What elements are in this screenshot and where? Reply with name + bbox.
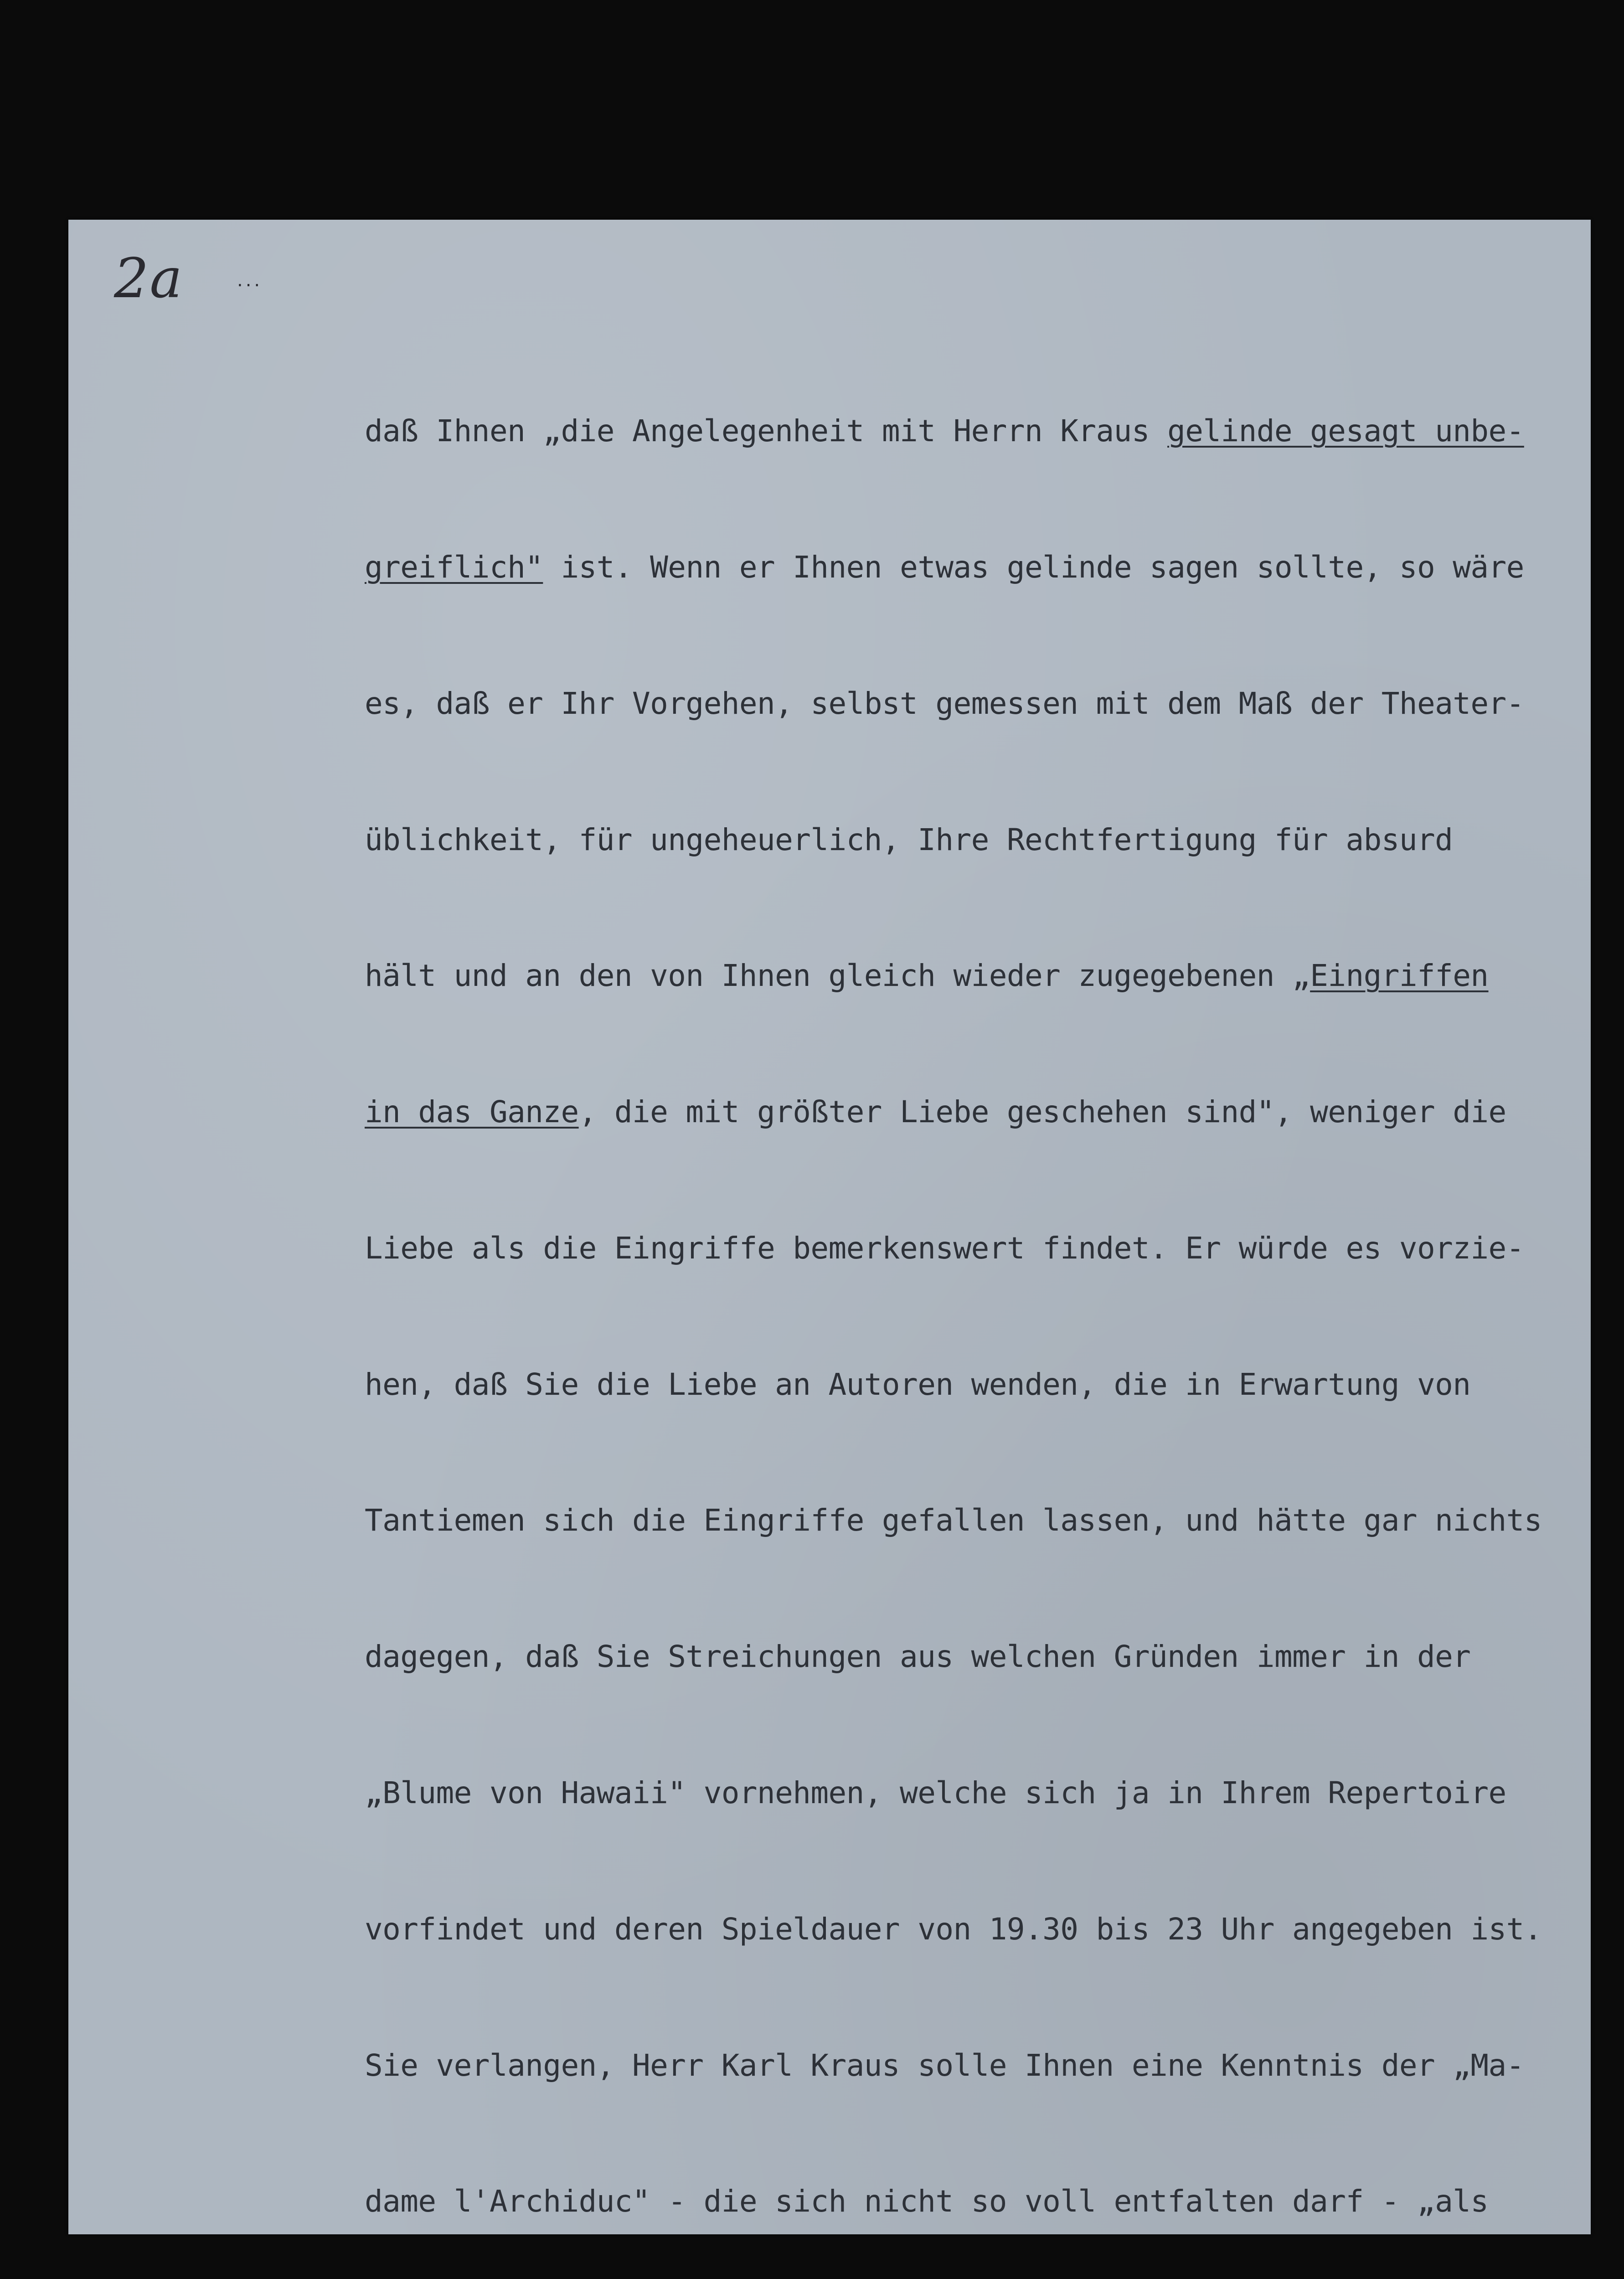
handwritten-page-mark: 2a [114, 247, 183, 310]
text-line: hen, daß Sie die Liebe an Autoren wenden, die in Erwartung von [365, 1366, 1471, 1402]
text-line: „Blume von Hawaii" vornehmen, welche sich ja in Ihrem Repertoire [365, 1775, 1506, 1810]
text-line: Tantiemen sich die Eingriffe gefallen lassen, und hätte gar nichts [365, 1503, 1542, 1538]
underlined-phrase: gelinde gesagt unbe- [1167, 413, 1524, 449]
text-line: dagegen, daß Sie Streichungen aus welchen Gründen immer in der [365, 1639, 1471, 1675]
document-page [68, 220, 1591, 2234]
typewritten-text-body [365, 318, 1595, 2279]
text-line: daß Ihnen „die Angelegenheit mit Herrn Kraus gelinde gesagt unbe- [365, 413, 1524, 449]
underlined-phrase: greiflich" [365, 549, 543, 585]
text-line: in das Ganze, die mit größter Liebe geschehen sind", weniger die [365, 1094, 1506, 1130]
text-line: dame l'Archiduc" - die sich nicht so voll entfalten darf - „als [365, 2184, 1489, 2219]
text-line: Sie verlangen, Herr Karl Kraus solle Ihnen eine Kenntnis der „Ma- [365, 2047, 1524, 2083]
text-line: es, daß er Ihr Vorgehen, selbst gemessen mit dem Maß der Theater- [365, 686, 1524, 721]
text-line: hält und an den von Ihnen gleich wieder zugegebenen „Eingriffen [365, 958, 1489, 994]
underlined-phrase: Eingriffen [1310, 958, 1489, 994]
text-line: üblichkeit, für ungeheuerlich, Ihre Rechtfertigung für absurd [365, 822, 1453, 857]
text-line: greiflich" ist. Wenn er Ihnen etwas gelinde sagen sollte, so wäre [365, 549, 1524, 585]
underlined-phrase: in das Ganze [365, 1094, 579, 1130]
margin-dots: ... [237, 270, 263, 291]
text-line: Liebe als die Eingriffe bemerkenswert findet. Er würde es vorzie- [365, 1230, 1524, 1266]
text-line: vorfindet und deren Spieldauer von 19.30 bis 23 Uhr angegeben ist. [365, 1911, 1542, 1947]
